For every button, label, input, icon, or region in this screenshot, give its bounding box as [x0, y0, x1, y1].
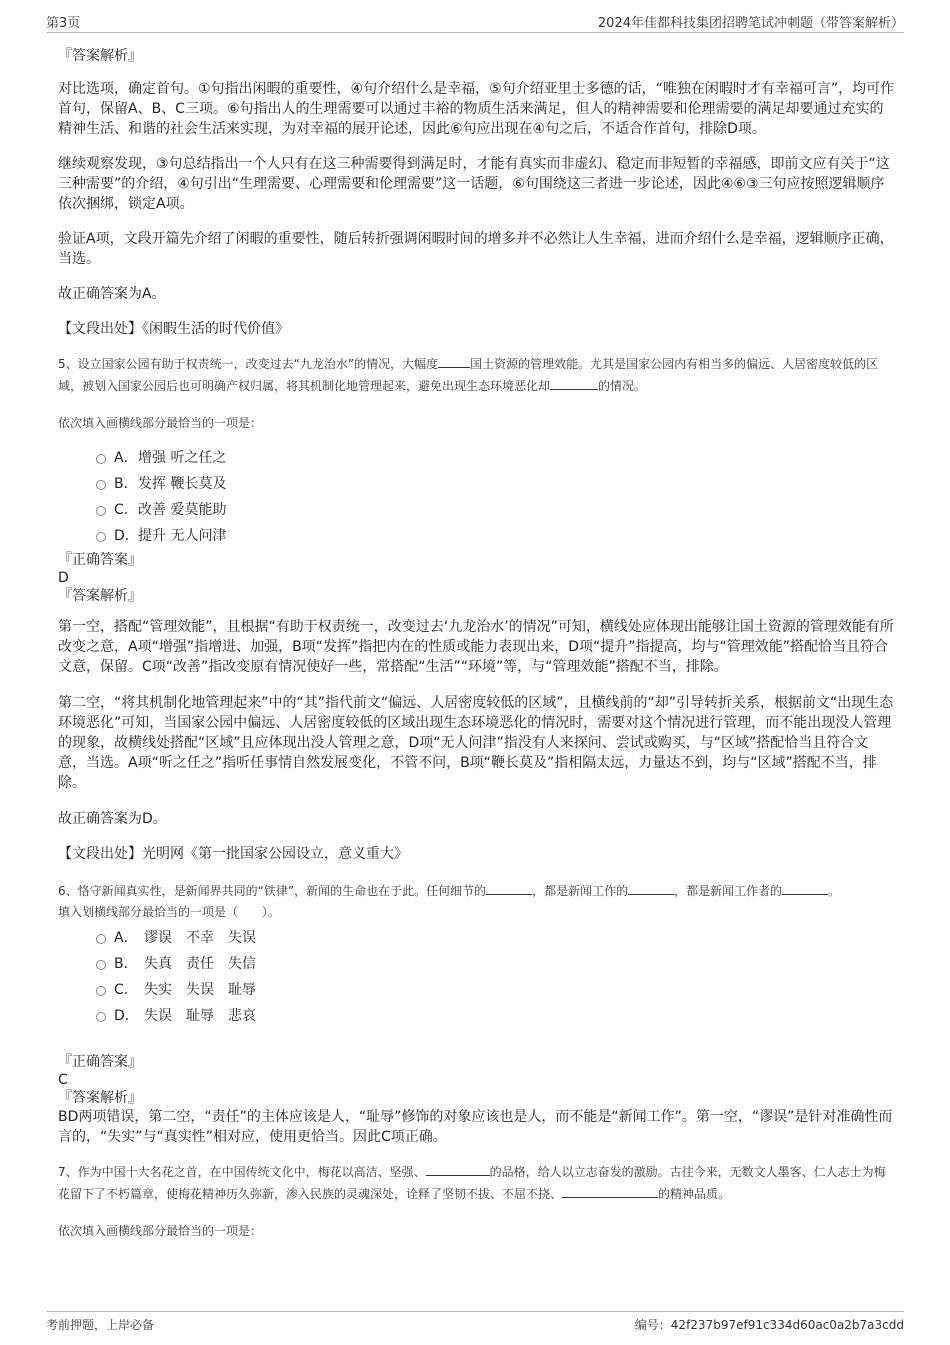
q4-analysis-paragraph: 对比选项，确定首句。①句指出闲暇的重要性，④句介绍什么是幸福，⑤句介绍亚里士多德的话，“唯独在闲暇时才有幸福可言”，均可作首句，保留A、B、C三项。⑥句指出人的生理需要可以通过丰裕的物质生活来满足，但人的精神需要和伦理需要的满足却要通过充实的精神生活、和谐的社会生活来实现，为对幸福的展开论述，因此⑥句应出现在④句之后，不适合作首句，排除D项。 [58, 81, 895, 137]
q7-stem: 7、作为中国十大名花之首，在中国传统文化中，梅花以高洁、坚强、 的品格，给人以立志奋发的激励。古往今来，无数文人墨客、仁人志士为梅花留下了不朽篇章，使梅花精神历久弥新，渗入民族的灵魂深处，诠释了坚韧不拔、不屈不挠、 的精神品质。 [58, 1165, 886, 1201]
fill-blank [550, 377, 598, 390]
q6-options [58, 925, 896, 1029]
page-header [46, 10, 904, 33]
document-code: 编号：42f237b97ef91c334d60ac0a2b7a3cdd [634, 1318, 904, 1332]
q6-answer: C [58, 1072, 68, 1088]
fill-blank [486, 882, 532, 895]
q7-prompt: 依次填入画横线部分最恰当的一项是： [58, 1224, 263, 1238]
fill-blank [628, 882, 674, 895]
q5-options [58, 445, 896, 549]
q6-option-d[interactable]: D． 失误 耻辱 悲哀 [96, 1003, 896, 1029]
fill-blank [782, 882, 828, 895]
document-body [58, 46, 896, 1241]
q6-analysis: BD两项错误，第二空，“责任”的主体应该是人，“耻辱”修饰的对象应该也是人，而不能是“新闻工作”。第一空，“谬误”是针对准确性而言的，“失实”与“真实性”相对应，使用更恰当。因此C项正确。 [58, 1109, 893, 1145]
q5-analysis-paragraph: 第二空，“将其机制化地管理起来”中的“其”指代前文“偏远、人居密度较低的区域”，且横线前的“却”引导转折关系，根据前文“出现生态环境恶化”可知，当国家公园中偏远、人居密度较低的区域出现生态环境恶化的情况时，需要对这个情况进行管理，而不能出现没人管理的现象，故横线处搭配“区域”且应体现出没人管理之意，D项“无人问津”指没有人来探问、尝试或购买，与“区域”搭配恰当且符合文意，当选。A项“听之任之”指听任事情自然发展变化，不管不问，B项“鞭长莫及”指相隔太远，力量达不到，均与“区域”搭配不当，排除。 [58, 695, 894, 791]
radio-icon[interactable] [96, 532, 106, 542]
radio-icon[interactable] [96, 986, 106, 996]
q4-analysis-label: 『答案解析』 [58, 48, 142, 64]
q5-option-c[interactable]: C． 改善 爱莫能助 [96, 497, 896, 523]
q4-conclusion: 故正确答案为A。 [58, 286, 166, 302]
q5-analysis-paragraph: 第一空，搭配“管理效能”，且根据“有助于权责统一，改变过去‘九龙治水’的情况”可知，横线处应体现出能够让国土资源的管理效能有所改变之意，A项“增强”指增进、加强，B项“发挥”指把内在的性质或能力表现出来，D项“提升”指提高，均与“管理效能”搭配恰当且符合文意，保留。C项“改善”指改变原有情况使好一些，常搭配“生活”“环境”等，与“管理效能”搭配不当，排除。 [58, 619, 894, 675]
radio-icon[interactable] [96, 1012, 106, 1022]
q6-option-b[interactable]: B． 失真 责任 失信 [96, 951, 896, 977]
q6-prompt: 填入划横线部分最恰当的一项是（ ）。 [58, 905, 281, 919]
q5-option-d[interactable]: D． 提升 无人问津 [96, 523, 896, 549]
q5-answer-label: 『正确答案』 [58, 552, 142, 568]
q6-option-c[interactable]: C． 失实 失误 耻辱 [96, 977, 896, 1003]
fill-blank [426, 1163, 490, 1176]
q5-prompt: 依次填入画横线部分最恰当的一项是： [58, 416, 263, 430]
q5-answer: D [58, 570, 69, 586]
q4-source: 【文段出处】《闲暇生活的时代价值》 [58, 321, 289, 337]
q6-stem: 6、恪守新闻真实性，是新闻界共同的“铁律”，新闻的生命也在于此。任何细节的 ，都是新闻工作的 ，都是新闻工作者的 。 [58, 884, 841, 898]
q6-answer-label: 『正确答案』 [58, 1054, 142, 1070]
page-footer [46, 1311, 904, 1336]
q4-analysis-paragraph: 验证A项，文段开篇先介绍了闲暇的重要性，随后转折强调闲暇时间的增多并不必然让人生幸福，进而介绍什么是幸福，逻辑顺序正确，当选。 [58, 231, 894, 267]
radio-icon[interactable] [96, 480, 106, 490]
q5-option-a[interactable]: A． 增强 听之任之 [96, 445, 896, 471]
page-number: 第3页 [46, 16, 81, 31]
q4-analysis-paragraph: 继续观察发现，③句总结指出一个人只有在这三种需要得到满足时，才能有真实而非虚幻、稳定而非短暂的幸福感，即前文应有关于“这三种需要”的介绍，④句引出“生理需要、心理需要和伦理需要”这一话题，⑥句围绕这三者进一步论述，因此④⑥③三句应按照逻辑顺序依次捆绑，锁定A项。 [58, 156, 890, 212]
radio-icon[interactable] [96, 960, 106, 970]
radio-icon[interactable] [96, 454, 106, 464]
q5-conclusion: 故正确答案为D。 [58, 811, 167, 827]
q5-source: 【文段出处】光明网《第一批国家公园设立，意义重大》 [58, 846, 408, 862]
fill-blank [438, 355, 470, 368]
q6-option-a[interactable]: A． 谬误 不幸 失误 [96, 925, 896, 951]
q5-analysis-label: 『答案解析』 [58, 588, 142, 604]
document-title: 2024年佳都科技集团招聘笔试冲刺题（带答案解析） [597, 16, 904, 31]
q6-analysis-label: 『答案解析』 [58, 1090, 142, 1106]
radio-icon[interactable] [96, 934, 106, 944]
radio-icon[interactable] [96, 506, 106, 516]
footer-slogan: 考前押题，上岸必备 [46, 1318, 155, 1332]
q5-option-b[interactable]: B． 发挥 鞭长莫及 [96, 471, 896, 497]
q5-stem: 5、设立国家公园有助于权责统一，改变过去“九龙治水”的情况，大幅度 国土资源的管理效能。尤其是国家公园内有相当多的偏远、人居密度较低的区域，被划入国家公园后也可明确产权归属，将其机制化地管理起来，避免出现生态环境恶化却 的情况。 [58, 357, 879, 393]
fill-blank [562, 1185, 658, 1198]
